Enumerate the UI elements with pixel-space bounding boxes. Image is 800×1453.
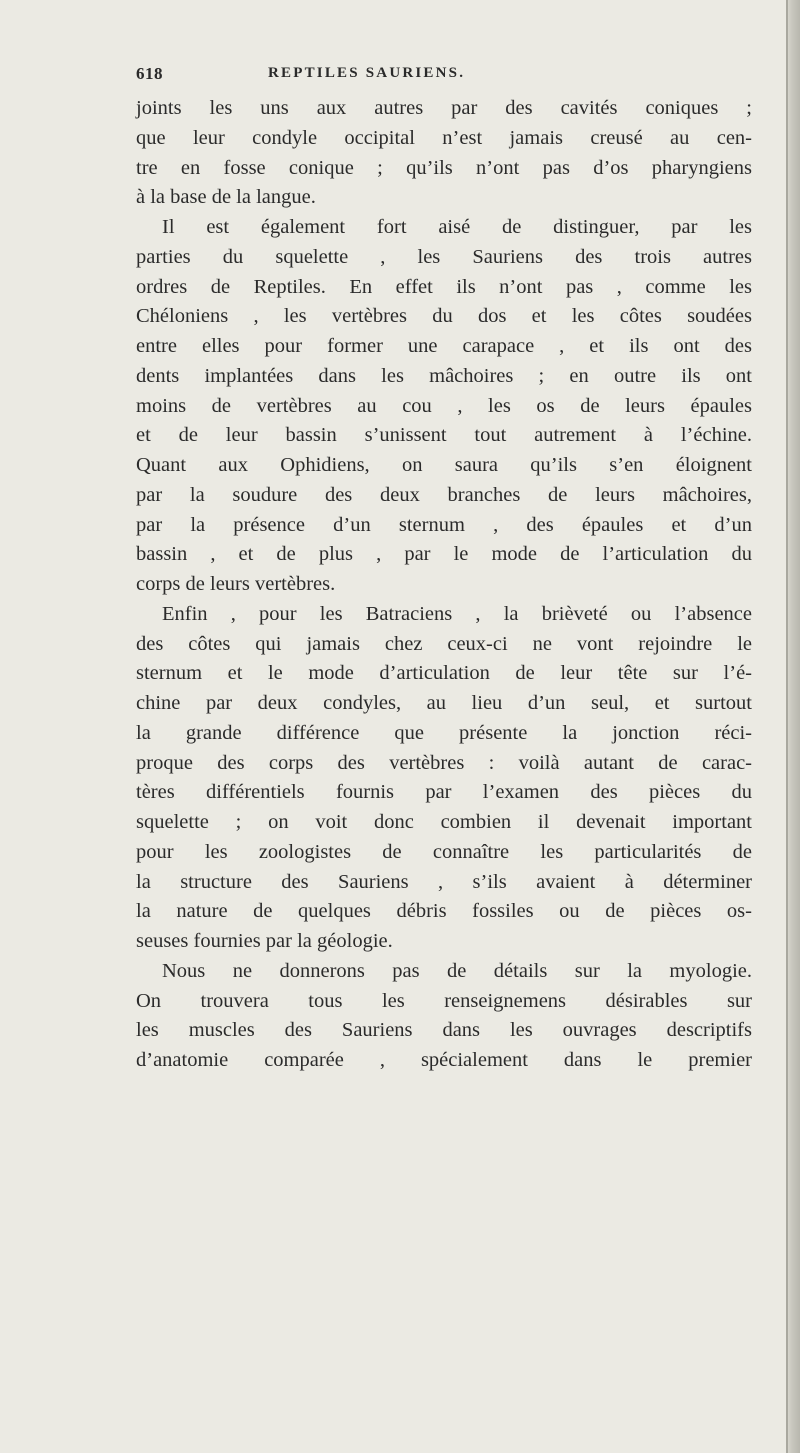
text-line: bassin , et de plus , par le mode de l’articulation du [136,543,752,566]
text-line: et de leur bassin s’unissent tout autrement à l’échine. [136,424,752,447]
text-line: tre en fosse conique ; qu’ils n’ont pas d’os pharyngiens [136,156,752,179]
text-line: joints les uns aux autres par des cavités coniques ; [136,97,752,119]
text-line: ordres de Reptiles. En effet ils n’ont pas , comme les [136,275,752,298]
page-edge-shadow [786,0,800,1453]
text-line: On trouvera tous les renseignemens désirables sur [136,989,752,1012]
text-line: sternum et le mode d’articulation de leur tête sur l’é- [136,662,752,685]
text-line: par la soudure des deux branches de leurs mâchoires, [136,483,752,506]
text-line: pour les zoologistes de connaître les particularités de [136,840,752,863]
text-line: moins de vertèbres au cou , les os de leurs épaules [136,394,752,417]
text-line: tères différentiels fournis par l’examen des pièces du [136,781,752,804]
text-line: squelette ; on voit donc combien il devenait important [136,811,752,833]
text-line: corps de leurs vertèbres. [136,573,336,595]
page-edge-line [786,0,788,1453]
text-line: que leur condyle occipital n’est jamais creusé au cen- [136,126,752,149]
text-line: proque des corps des vertèbres : voilà autant de carac- [136,751,752,774]
text-line: Chéloniens , les vertèbres du dos et les côtes soudées [136,305,752,328]
text-line: à la base de la langue. [136,186,316,209]
text-line: la structure des Sauriens , s’ils avaient à déterminer [136,870,752,893]
text-line: Nous ne donnerons pas de détails sur la myologie. [162,959,752,982]
text-line: la nature de quelques débris fossiles ou de pièces os- [136,900,752,923]
text-line: dents implantées dans les mâchoires ; en outre ils ont [136,364,752,387]
running-head: REPTILES SAURIENS. [268,65,466,81]
text-line: par la présence d’un sternum , des épaules et d’un [136,513,752,536]
text-line: des côtes qui jamais chez ceux-ci ne vont rejoindre le [136,632,752,655]
page-header [136,64,736,88]
text-line: entre elles pour former une carapace , et ils ont des [136,335,752,357]
text-line: parties du squelette , les Sauriens des trois autres [136,245,752,268]
text-line: Enfin , pour les Batraciens , la brièveté ou l’absence [162,602,752,625]
page-number: 618 [136,64,163,83]
text-line: Quant aux Ophidiens, on saura qu’ils s’en éloignent [136,454,752,476]
text-line: seuses fournies par la géologie. [136,930,393,952]
text-line: d’anatomie comparée , spécialement dans le premier [136,1049,752,1071]
text-line: la grande différence que présente la jonction réci- [136,721,752,744]
text-line: Il est également fort aisé de distinguer, par les [162,216,752,238]
text-line: les muscles des Sauriens dans les ouvrages descriptifs [136,1019,752,1042]
text-line: chine par deux condyles, au lieu d’un seul, et surtout [136,692,752,714]
body-text [136,94,776,1076]
